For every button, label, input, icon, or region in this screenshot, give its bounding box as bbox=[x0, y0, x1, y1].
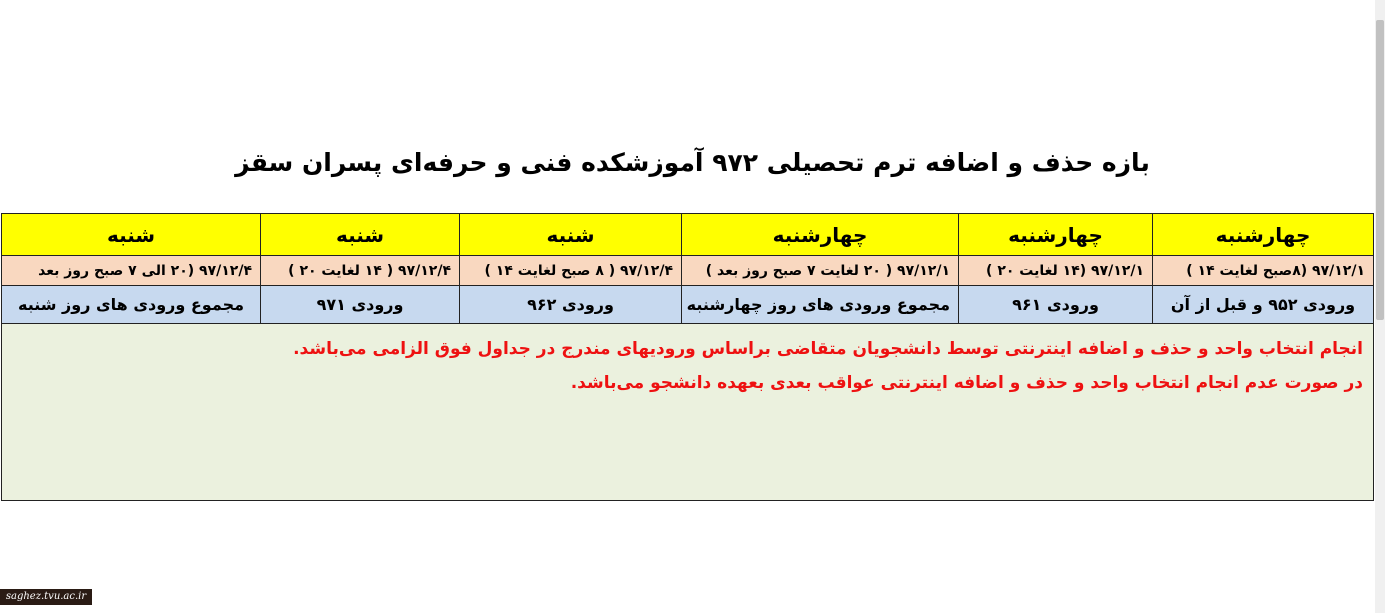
scrollbar-thumb[interactable] bbox=[1376, 20, 1384, 320]
entry-cell: ورودی ۹۶۱ bbox=[959, 286, 1153, 324]
day-cell: شنبه bbox=[261, 214, 460, 256]
note-consequence: در صورت عدم انجام انتخاب واحد و حذف و اضافه اینترنتی عواقب بعدی بعهده دانشجو می‌باشد. bbox=[570, 373, 1363, 393]
entry-cell: ورودی ۹۵۲ و قبل از آن bbox=[1153, 286, 1374, 324]
entry-cell: مجموع ورودی های روز شنبه bbox=[2, 286, 261, 324]
date-cell: ۹۷/۱۲/۴ ( ۸ صبح لغایت ۱۴ ) bbox=[460, 256, 682, 286]
entry-cell: مجموع ورودی های روز چهارشنبه bbox=[682, 286, 959, 324]
vertical-scrollbar[interactable] bbox=[1375, 0, 1385, 613]
day-cell: شنبه bbox=[460, 214, 682, 256]
page-title: بازه حذف و اضافه ترم تحصیلی ۹۷۲ آموزشکده فنی و حرفه‌ای پسران سقز bbox=[235, 148, 1150, 177]
entry-cell: ورودی ۹۶۲ bbox=[460, 286, 682, 324]
note-required: انجام انتخاب واحد و حذف و اضافه اینترنتی توسط دانشجویان متقاضی براساس ورودیهای مندرج در جداول فوق الزامی می‌باشد. bbox=[293, 339, 1363, 359]
entry-cell: ورودی ۹۷۱ bbox=[261, 286, 460, 324]
dates-row bbox=[2, 256, 1374, 286]
schedule-table bbox=[1, 213, 1374, 501]
day-cell: چهارشنبه bbox=[682, 214, 959, 256]
date-cell: ۹۷/۱۲/۱ (۱۴ لغایت ۲۰ ) bbox=[959, 256, 1153, 286]
date-cell: ۹۷/۱۲/۴ ( ۱۴ لغایت ۲۰ ) bbox=[261, 256, 460, 286]
day-cell: چهارشنبه bbox=[1153, 214, 1374, 256]
day-cell: چهارشنبه bbox=[959, 214, 1153, 256]
site-watermark: saghez.tvu.ac.ir bbox=[0, 589, 92, 605]
day-cell: شنبه bbox=[2, 214, 261, 256]
notes-row bbox=[2, 324, 1374, 501]
entries-row bbox=[2, 286, 1374, 324]
notes-cell bbox=[2, 324, 1374, 501]
days-row bbox=[2, 214, 1374, 256]
date-cell: ۹۷/۱۲/۱ (۸صبح لغایت ۱۴ ) bbox=[1153, 256, 1374, 286]
date-cell: ۹۷/۱۲/۴ (۲۰ الی ۷ صبح روز بعد bbox=[2, 256, 261, 286]
date-cell: ۹۷/۱۲/۱ ( ۲۰ لغایت ۷ صبح روز بعد ) bbox=[682, 256, 959, 286]
